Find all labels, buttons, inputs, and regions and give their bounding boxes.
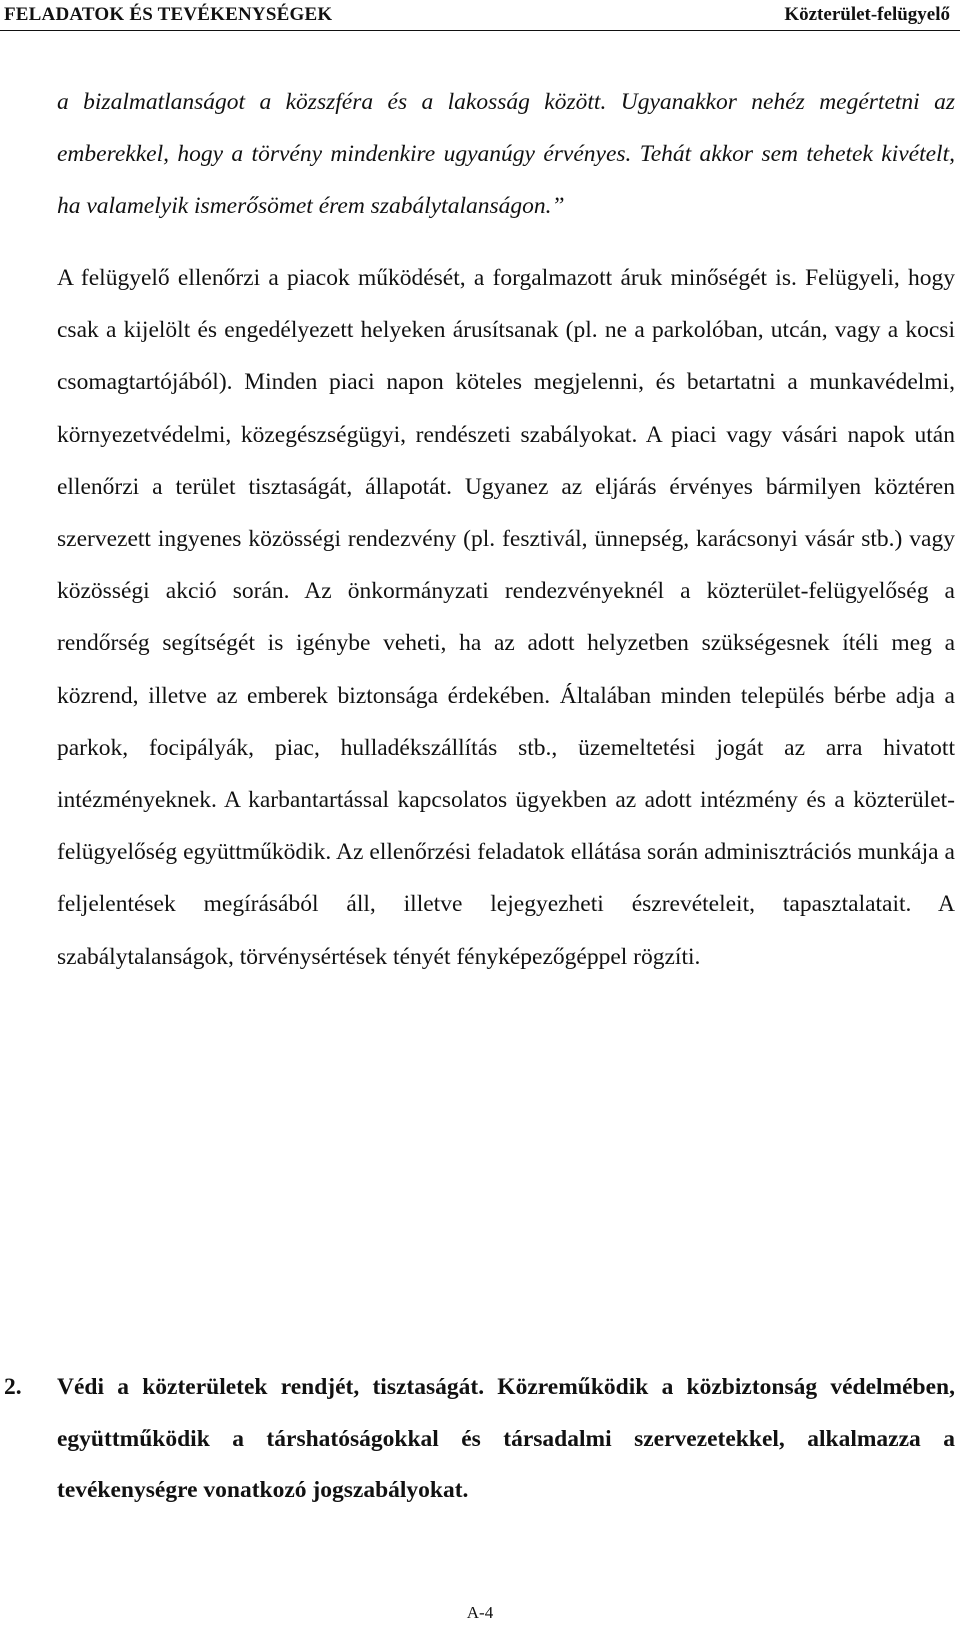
numbered-item-2 <box>4 1362 955 1517</box>
body-paragraph: A felügyelő ellenőrzi a piacok működését, a forgalmazott áruk minőségét is. Felügyeli, hogy csak a kijelölt és engedélyezett helyeken árusítsanak (pl. ne a parkolóban, utcán, vagy a kocsi csomagtartójából). Minden piaci napon köteles megjelenni, és betartatni a munkavédelmi, környezetvédelmi, közegészségügyi, rendészeti szabályokat. A piaci vagy vásári napok után ellenőrzi a terület tisztaságát, állapotát. Ugyanez az eljárás érvényes bármilyen köztéren szervezett ingyenes közösségi rendezvény (pl. fesztivál, ünnepség, karácsonyi vásár stb.) vagy közösségi akció során. Az önkormányzati rendezvényeknél a közterület-felügyelőség a rendőrség segítségét is igénybe veheti, ha az adott helyzetben szükségesnek ítéli meg a közrend, illetve az emberek biztonsága érdekében. Általában minden település bérbe adja a parkok, focipályák, piac, hulladékszállítás stb., üzemeltetési jogát az arra hivatott intézményeknek. A karbantartással kapcsolatos ügyekben az adott intézmény és a közterület-felügyelőség együttműködik. Az ellenőrzési feladatok ellátása során adminisztrációs munkája a feljelentések megírásából áll, illetve lejegyezheti észrevételeit, tapasztalatait. A szabálytalanságok, törvénysértések tényét fényképezőgéppel rögzíti. <box>57 265 955 970</box>
page-number: A-4 <box>466 1603 494 1622</box>
item-number: 2. <box>4 1374 22 1400</box>
header-occupation-title: Közterület-felügyelő <box>784 4 950 25</box>
header-divider <box>0 30 960 31</box>
header-section-title: FELADATOK ÉS TEVÉKENYSÉGEK <box>4 4 333 25</box>
main-content <box>57 76 955 983</box>
item-text: Védi a közterületek rendjét, tisztaságát. Közreműködik a közbiztonság védelmében, együttműködik a társhatóságokkal és társadalmi szervezetekkel, alkalmazza a tevékenységre vonatkozó jogszabályokat. <box>57 1374 955 1503</box>
quote-continuation: a bizalmatlanságot a közszféra és a lakosság között. Ugyanakkor nehéz megértetni az emberekkel, hogy a törvény mindenkire ugyanúgy érvényes. Tehát akkor sem tehetek kivételt, ha valamelyik ismerősömet érem szabálytalanságon.” <box>57 89 955 219</box>
page-header <box>0 0 960 34</box>
